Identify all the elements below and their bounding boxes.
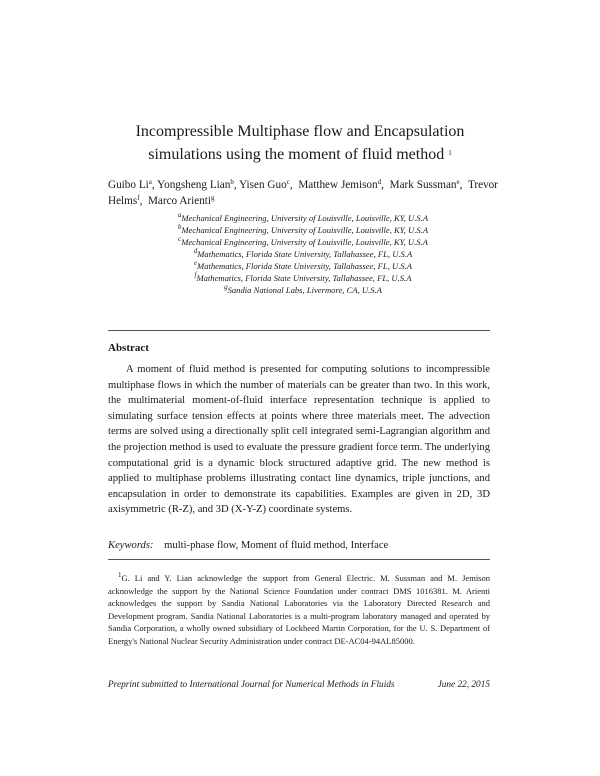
- author: Guibo Li$^a$: [108, 178, 152, 191]
- title-footnote-mark: 1: [448, 149, 452, 157]
- author: Yisen Guo$^c$: [239, 178, 290, 191]
- author-list: Guibo Li$^a$, Yongsheng Lian$^b$, Yisen Guo$^c$, Matthew Jemison$^d$, Mark Sussman$^e$, Trevor Helms$^f$, Marco Arienti$^g$: [108, 178, 498, 207]
- keywords: [108, 538, 490, 553]
- affiliation: $^a$Mechanical Engineering, University of Louisville, Louisville, KY, U.S.A: [177, 211, 429, 223]
- affiliation: $^g$Sandia National Labs, Livermore, CA, U.S.A: [224, 283, 382, 295]
- author: Mark Sussman$^e$: [389, 178, 460, 191]
- author: Marco Arienti$^g$: [147, 194, 215, 207]
- abstract-text: A moment of fluid method is presented for computing solutions to incompressible multiphase flows in which the number of materials can be greater than two. In this work, the multimaterial moment-of-fluid interface representation technique is applied to simulating surface tension effects at points where three materials meet. The advection terms are solved using a directionally split cell integrated semi-Lagrangian algorithm and the projection method is used to evaluate the pressure gradient force term. The underlying computational grid is a dynamic block structured adaptive grid. The new method is applied to multiphase problems illustrating contact line dynamics, triple junctions, and encapsulation in order to demonstrate its capabilities. Examples are given in 2D, 3D axisymmetric (R-Z), and 3D (X-Y-Z) coordinate systems.: [108, 364, 490, 516]
- affiliation-list: [108, 212, 498, 296]
- paper-title: [100, 120, 500, 166]
- author: Matthew Jemison$^d$: [298, 178, 382, 191]
- abstract-heading: Abstract: [108, 342, 149, 354]
- footnote-mark: 1: [118, 571, 122, 579]
- keywords-label: Keywords:: [108, 540, 154, 551]
- abstract-top-rule: [108, 330, 490, 331]
- abstract-bottom-rule: [108, 559, 490, 560]
- keywords-text: multi-phase flow, Moment of fluid method, Interface: [164, 540, 389, 551]
- preprint-date: June 22, 2015: [437, 680, 490, 690]
- title-line-2: simulations using the moment of fluid method: [148, 146, 445, 163]
- preprint-line: [108, 680, 490, 690]
- affiliation: $^c$Mechanical Engineering, University of Louisville, Louisville, KY, U.S.A: [178, 235, 428, 247]
- affiliation: $^e$Mathematics, Florida State University, Tallahassee, FL, U.S.A: [193, 259, 413, 271]
- affiliation: $^b$Mechanical Engineering, University of Louisville, Louisville, KY, U.S.A: [177, 223, 429, 235]
- preprint-text: Preprint submitted to International Journal for Numerical Methods in Fluids: [108, 680, 395, 690]
- author: Trevor Helms$^f$: [108, 179, 498, 207]
- author: Yongsheng Lian$^b$: [157, 178, 234, 191]
- affiliation: $^f$Mathematics, Florida State University, Tallahassee, FL, U.S.A: [194, 271, 412, 283]
- footnote: [108, 572, 490, 647]
- title-line-1: Incompressible Multiphase flow and Encapsulation: [135, 123, 465, 140]
- affiliation: $^d$Mathematics, Florida State University, Tallahassee, FL, U.S.A: [193, 247, 413, 259]
- footnote-text: G. Li and Y. Lian acknowledge the support from General Electric. M. Sussman and M. Jemison acknowledge the support by the National Science Foundation under contract DMS 1016381. M. Arienti acknowledges the support by Sandia National Laboratories via the Laboratory Directed Research and Development program. Sandia National Laboratories is a multi-program laboratory managed and operated by Sandia Corporation, a wholly owned subsidiary of Lockheed Martin Corporation, for the U. S. Department of Energy's National Nuclear Security Administration under contract DE-AC04-94AL85000.: [108, 573, 490, 646]
